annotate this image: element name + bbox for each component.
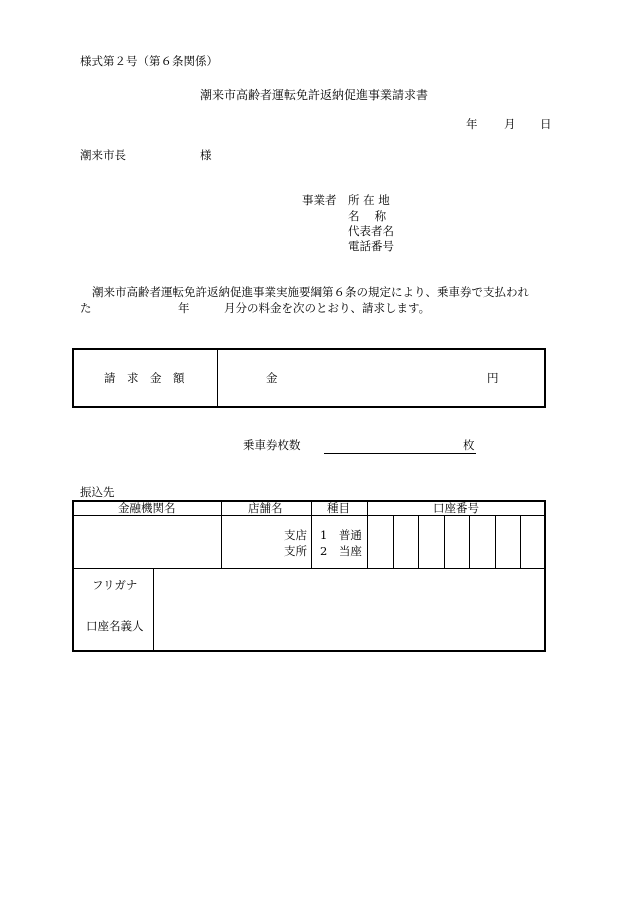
bank-header-rule — [74, 515, 544, 516]
claim-currency-prefix: 金 — [266, 371, 278, 385]
account-type-ordinary: 1 普通 — [320, 528, 362, 542]
account-digit-divider — [393, 515, 394, 568]
body-text-line2-prefix: た — [80, 301, 92, 315]
account-digit-divider — [418, 515, 419, 568]
bank-col-divider-2 — [311, 502, 312, 568]
body-text-line2-year: 年 — [178, 301, 190, 315]
bank-col-divider-3 — [367, 502, 368, 568]
body-text-line2-rest: 月分の料金を次のとおり、請求します。 — [224, 301, 431, 315]
header-account-type: 種目 — [327, 501, 350, 515]
addressee-name: 潮来市長 — [80, 148, 126, 162]
ticket-count-label: 乗車券枚数 — [243, 438, 301, 452]
ticket-count-unit: 枚 — [463, 438, 475, 452]
ticket-count-underline — [324, 453, 476, 454]
claim-amount-label: 請 求 金 額 — [104, 371, 185, 385]
applicant-label: 事業者 — [302, 193, 337, 207]
bank-col-divider-1 — [221, 502, 222, 568]
applicant-address-label: 所 在 地 — [348, 193, 390, 207]
header-branch: 店舗名 — [248, 501, 283, 515]
date-month-label: 月 — [504, 117, 516, 131]
applicant-representative-label: 代表者名 — [348, 224, 394, 238]
body-text-line1: 潮来市高齢者運転免許返納促進事業実施要綱第６条の規定により、乗車券で支払われ — [92, 285, 529, 299]
bank-section-label: 振込先 — [80, 485, 115, 499]
account-digit-divider — [444, 515, 445, 568]
date-year-label: 年 — [466, 117, 478, 131]
addressee-honorific: 様 — [200, 148, 212, 162]
form-number: 様式第２号（第６条関係） — [80, 54, 218, 68]
claim-currency-suffix: 円 — [487, 371, 499, 385]
account-type-current: 2 当座 — [320, 544, 362, 558]
account-digit-divider — [520, 515, 521, 568]
account-digit-divider — [495, 515, 496, 568]
furigana-label: フリガナ — [92, 578, 138, 592]
account-holder-label: 口座名義人 — [86, 619, 144, 633]
applicant-name-label: 名 称 — [348, 209, 387, 223]
date-day-label: 日 — [540, 117, 552, 131]
header-institution: 金融機関名 — [118, 501, 176, 515]
bank-row-rule — [74, 568, 544, 569]
applicant-phone-label: 電話番号 — [348, 239, 394, 253]
branch-option-shiten: 支店 — [284, 528, 307, 542]
claim-amount-divider — [217, 350, 218, 406]
account-digit-divider — [469, 515, 470, 568]
header-account-number: 口座番号 — [433, 501, 479, 515]
branch-option-shisho: 支所 — [284, 544, 307, 558]
document-title: 潮来市高齢者運転免許返納促進事業請求書 — [200, 88, 429, 102]
holder-label-divider — [153, 569, 154, 650]
